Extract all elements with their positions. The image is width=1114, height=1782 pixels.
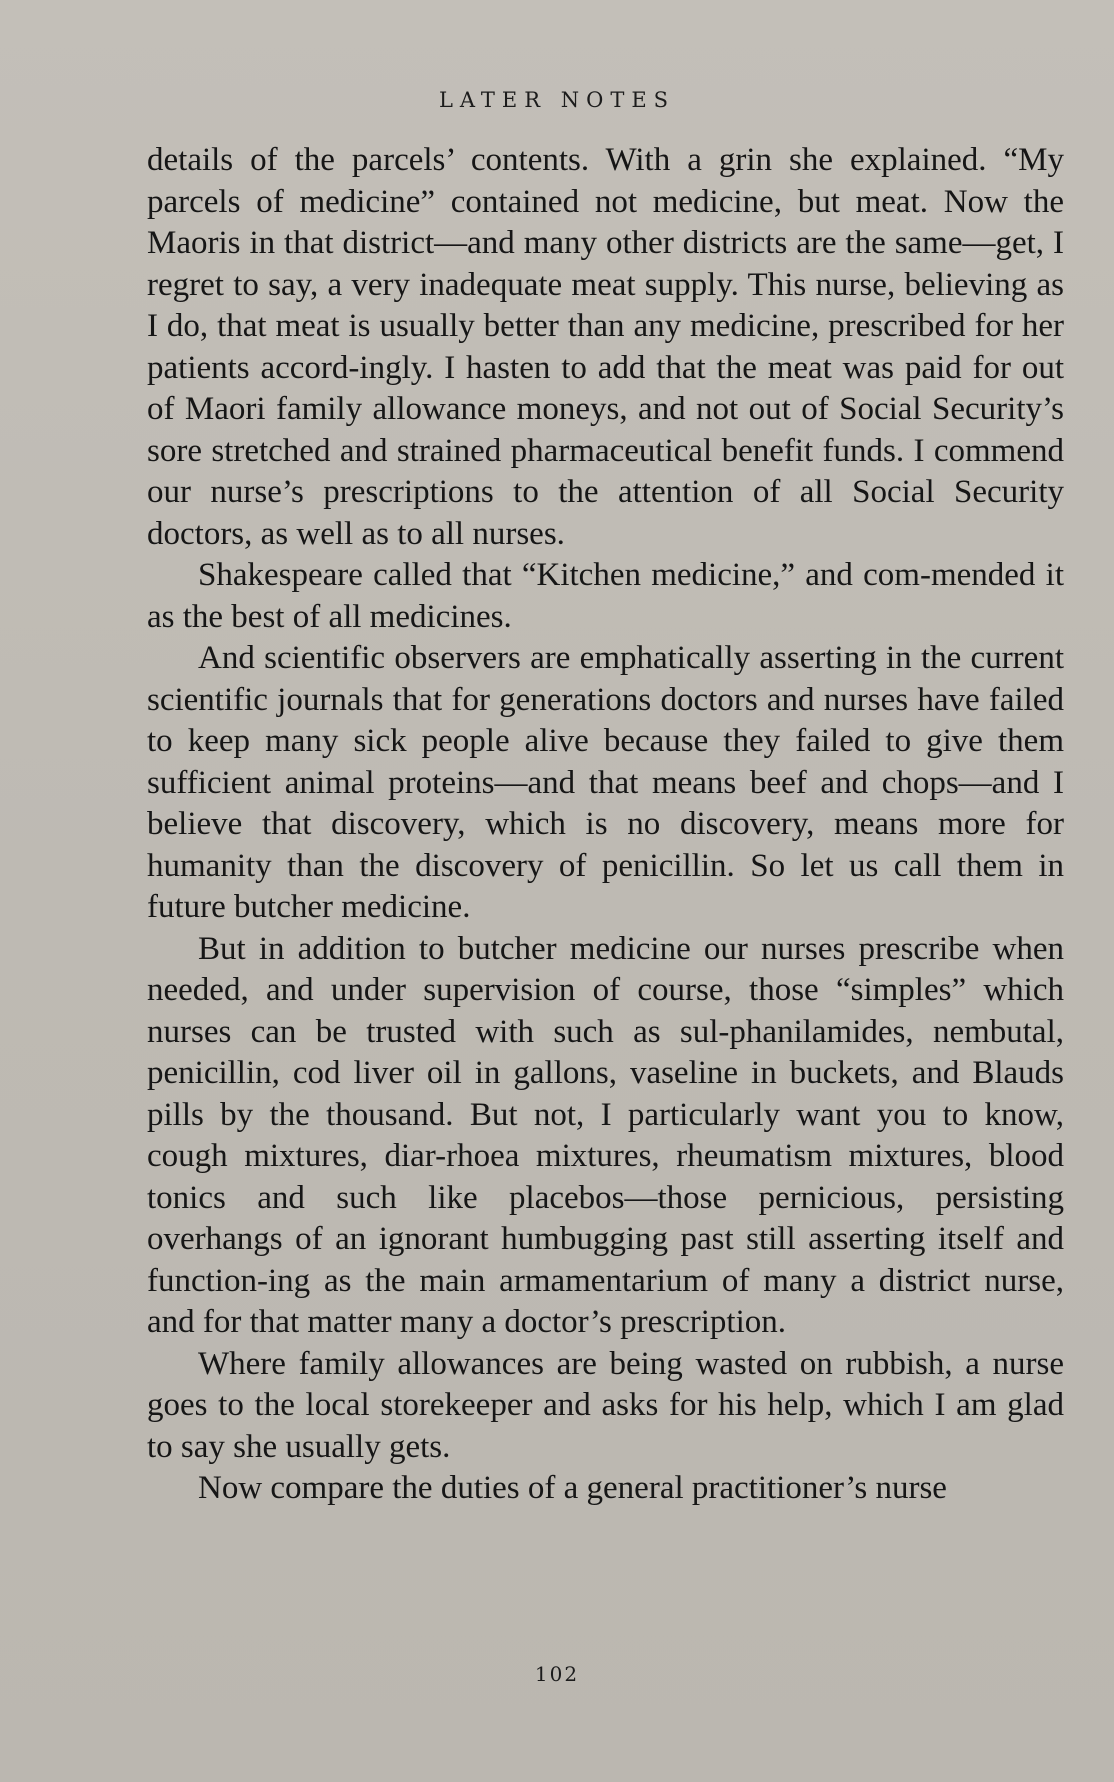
paragraph: Now compare the duties of a general practitioner’s nurse <box>198 1470 947 1506</box>
paragraph: details of the parcels’ contents. With a grin she explained. “My parcels of medicine” contained not medicine, but meat. Now the Maoris in that district—and many other districts are the same—get, I regret to say, a very inadequate meat supply. This nurse, believing as I do, that meat is usually better than any medicine, prescribed for her patients accord-ingly. I hasten to add that the meat was paid for out of Maori family allowance moneys, and not out of Social Security’s sore stretched and strained pharmaceutical benefit funds. I commend our nurse’s prescriptions to the attention of all Social Security doctors, as well as to all nurses. <box>147 142 1064 552</box>
paragraph: And scientific observers are emphatically asserting in the current scientific journals that for generations doctors and nurses have failed to keep many sick people alive because they failed to give them sufficient animal proteins—and that means beef and chops—and I believe that discovery, which is no discovery, means more for humanity than the discovery of penicillin. So let us call them in future butcher medicine. <box>147 640 1064 925</box>
page-number: 102 <box>534 1662 580 1686</box>
paragraph: Where family allowances are being wasted on rubbish, a nurse goes to the local storekeeper and asks for his help, which I am glad to say she usually gets. <box>147 1345 1064 1465</box>
body-text <box>147 140 1064 1510</box>
paragraph: Shakespeare called that “Kitchen medicine,” and com-mended it as the best of all medicines. <box>147 557 1064 635</box>
paragraph: But in addition to butcher medicine our nurses prescribe when needed, and under supervision of course, those “simples” which nurses can be trusted with such as sul-phanilamides, nembutal, penicillin, cod liver oil in gallons, vaseline in buckets, and Blauds pills by the thousand. But not, I particularly want you to know, cough mixtures, diar-rhoea mixtures, rheumatism mixtures, blood tonics and such like placebos—those pernicious, persisting overhangs of an ignorant humbugging past still asserting itself and function-ing as the main armamentarium of many a district nurse, and for that matter many a doctor’s prescription. <box>147 930 1064 1340</box>
running-head: LATER NOTES <box>438 88 676 112</box>
